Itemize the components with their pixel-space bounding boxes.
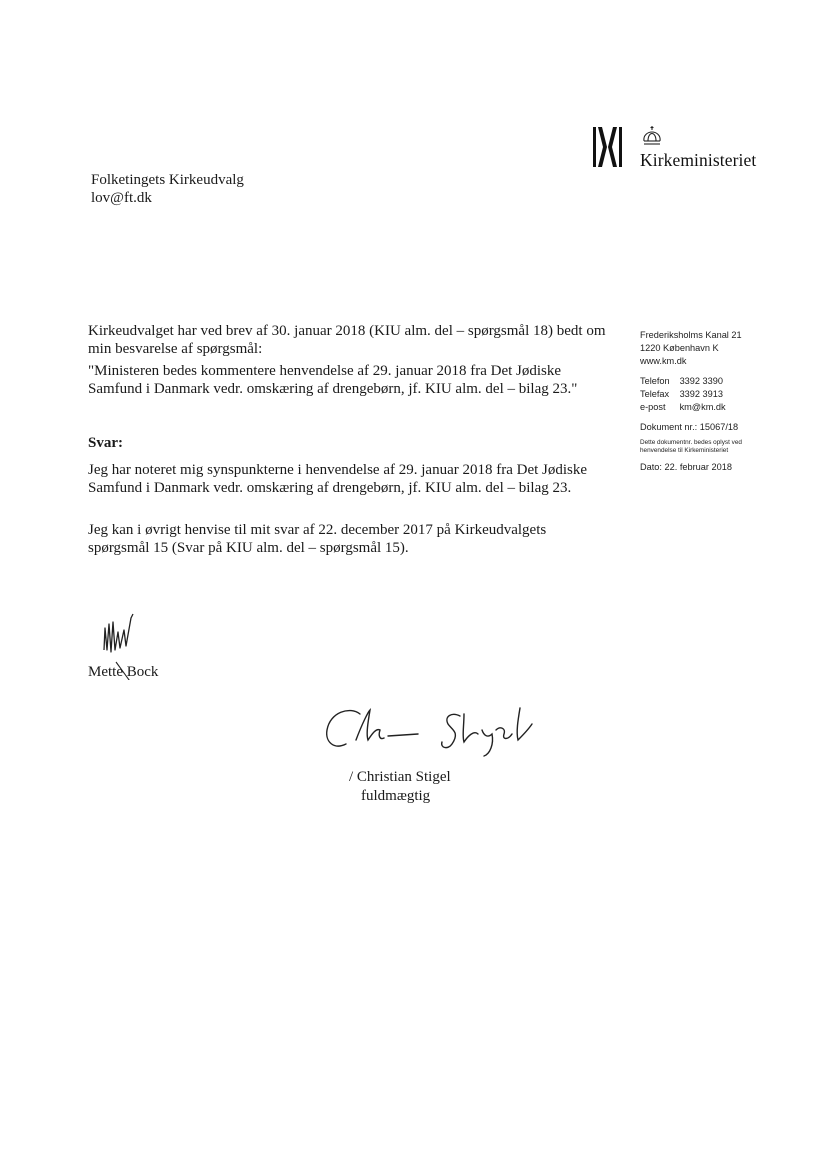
doc-number: 15067/18: [699, 422, 739, 432]
answer-paragraph-2: Jeg kan i øvrigt henvise til mit svar af 22. december 2017 på Kirkeudvalgets spørgsmål 15 (Svar på KIU alm. del – spørgsmål 15).: [88, 522, 547, 556]
kirkeministeriet-logo-icon: [593, 127, 623, 172]
recipient-block: [91, 171, 244, 207]
phone-label: Telefon: [640, 376, 670, 386]
doc-note-2: henvendelse til Kirkeministeriet: [640, 446, 729, 454]
question-quote: "Ministeren bedes kommentere henvendelse af 29. januar 2018 fra Det Jødiske Samfund i Danmark vedr. omskæring af drengebørn, jf. KIU alm. del – bilag 23.": [88, 363, 578, 397]
recipient-email: lov@ft.dk: [91, 190, 152, 206]
email-label: e-post: [640, 402, 666, 412]
address-line-2: 1220 København K: [640, 343, 719, 353]
recipient-name: Folketingets Kirkeudvalg: [91, 172, 244, 188]
date-row: [640, 461, 815, 474]
answer-heading: Svar:: [88, 435, 123, 451]
phone-row: [640, 375, 815, 388]
contact-sidebar: [640, 329, 815, 474]
crown-icon: [641, 125, 663, 152]
org-name: Kirkeministeriet: [640, 150, 757, 170]
doc-label: Dokument nr.:: [640, 422, 698, 432]
email-value: km@km.dk: [679, 402, 726, 412]
fax-label: Telefax: [640, 389, 670, 399]
fax-value: 3392 3913: [679, 389, 723, 399]
answer-paragraph-1: Jeg har noteret mig synspunkterne i henvendelse af 29. januar 2018 fra Det Jødiske Samfund i Danmark vedr. omskæring af drengebørn, jf. KIU alm. del – bilag 23.: [88, 462, 588, 496]
minister-name: Mette Bock: [88, 664, 159, 680]
intro-paragraph: Kirkeudvalget har ved brev af 30. januar 2018 (KIU alm. del – spørgsmål 18) bedt om min besvarelse af spørgsmål:: [88, 323, 606, 357]
address-line-1: Frederiksholms Kanal 21: [640, 330, 742, 340]
email-row: [640, 401, 815, 414]
doc-note-1: Dette dokumentnr. bedes oplyst ved: [640, 439, 742, 446]
website: www.km.dk: [640, 356, 687, 366]
phone-value: 3392 3390: [679, 376, 723, 386]
deputy-name: / Christian Stigel: [349, 769, 451, 785]
date-label: Dato:: [640, 462, 662, 472]
date-value: 22. februar 2018: [664, 462, 732, 472]
deputy-signature: [322, 700, 552, 765]
deputy-title: fuldmægtig: [361, 788, 431, 804]
fax-row: [640, 388, 815, 401]
document-number-row: [640, 421, 815, 434]
